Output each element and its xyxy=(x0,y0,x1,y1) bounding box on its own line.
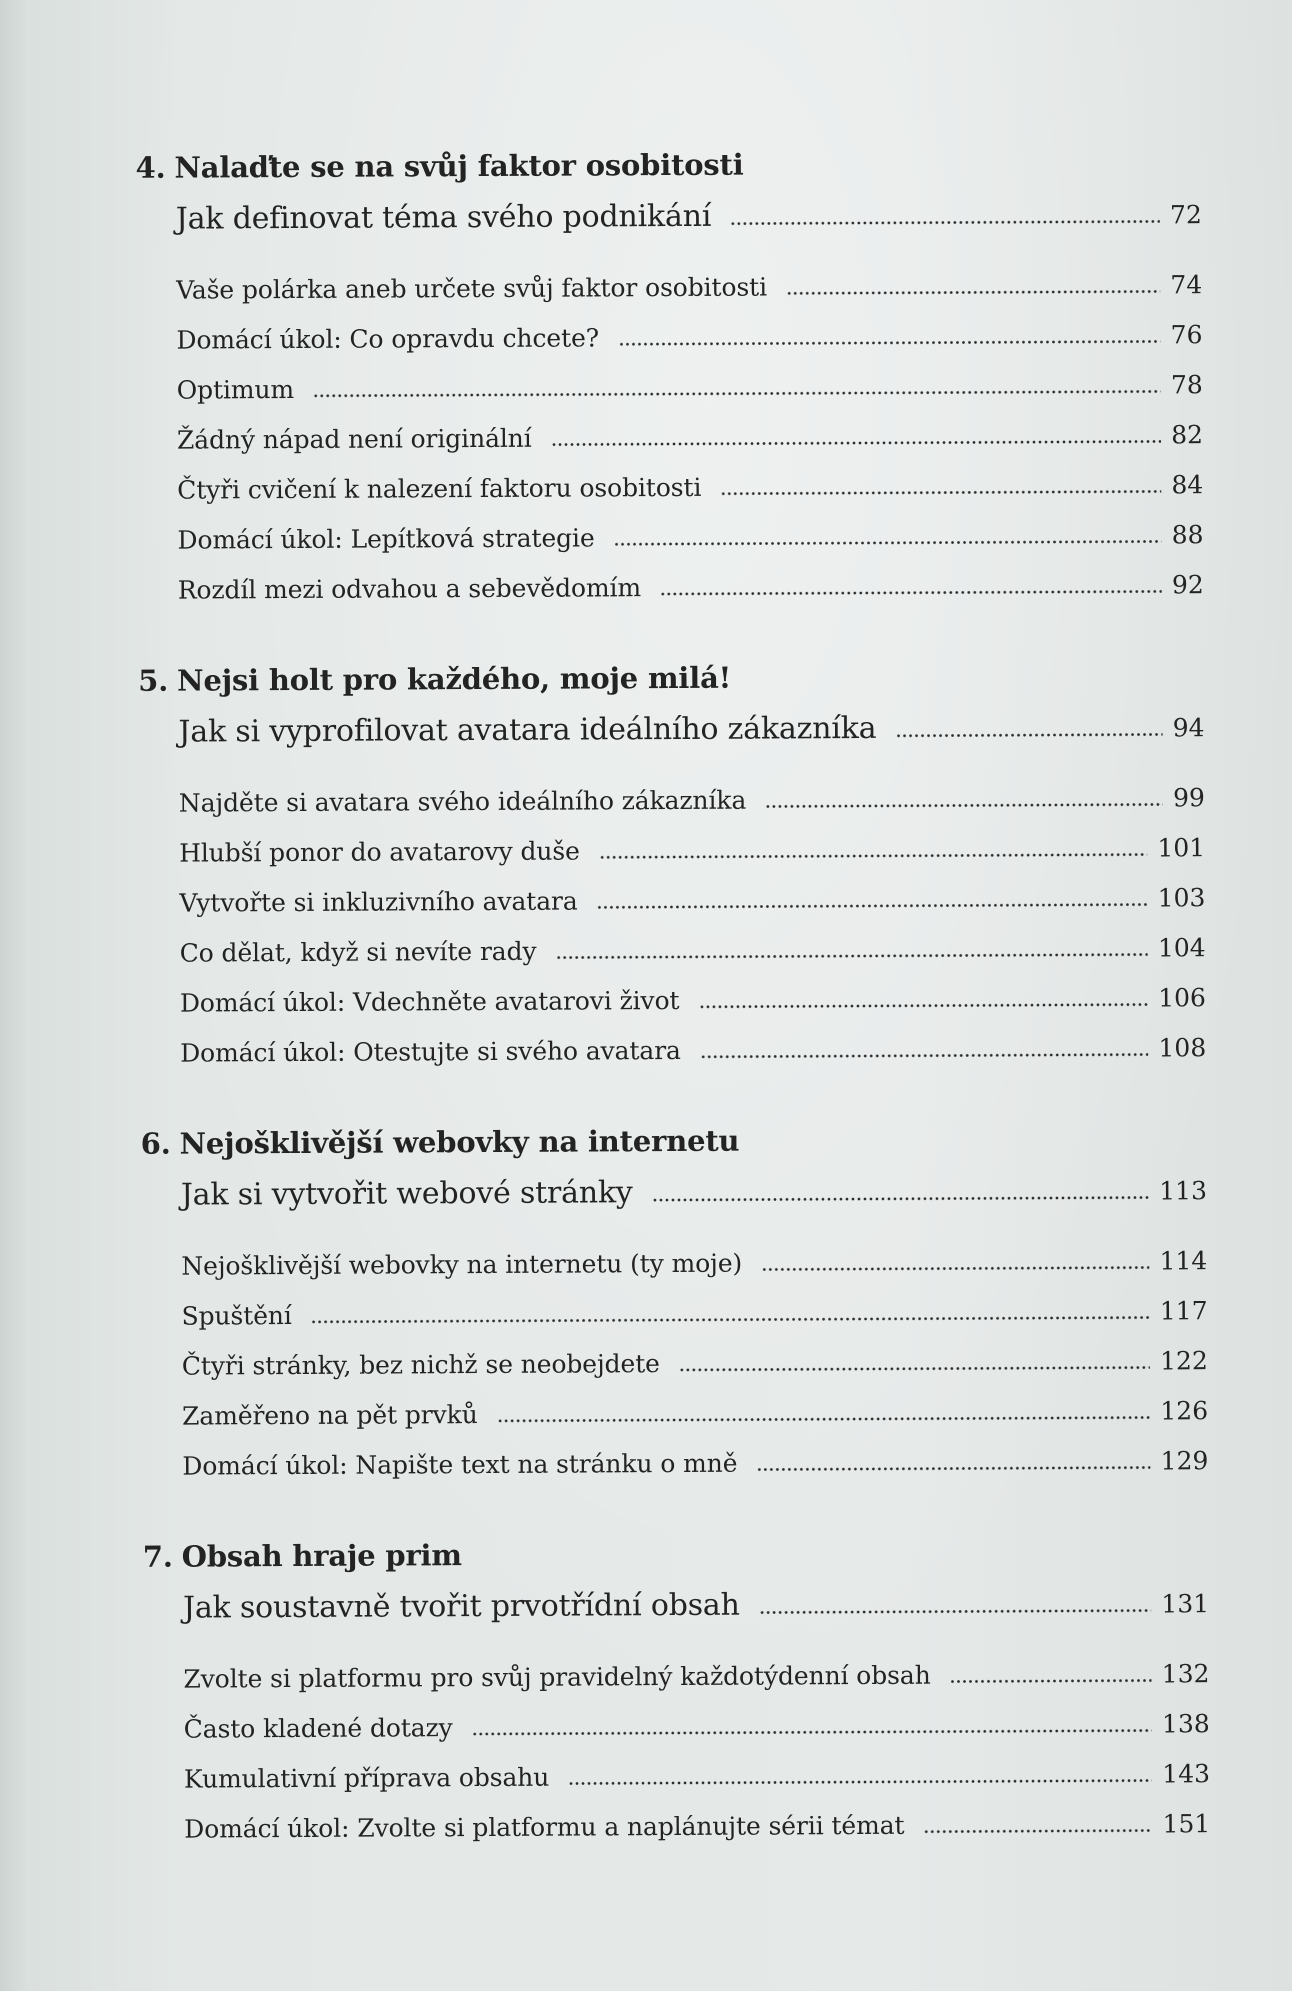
chapter-number: 4. xyxy=(135,150,166,185)
page-number: 132 xyxy=(1161,1659,1210,1689)
chapter-subtitle: Jak si vytvořit webové stránky xyxy=(180,1175,633,1213)
entry-label: Vytvořte si inkluzivního avatara xyxy=(179,886,578,918)
page-number: 117 xyxy=(1159,1296,1208,1326)
toc-entry xyxy=(179,873,1205,928)
toc-entry xyxy=(184,1699,1210,1754)
page-number: 151 xyxy=(1162,1809,1211,1839)
chapter-subtitle: Jak definovat téma svého podnikání xyxy=(175,198,712,237)
entry-label: Zvolte si platformu pro svůj pravidelný každotýdenní obsah xyxy=(183,1660,931,1694)
chapter-title: Nejsi holt pro každého, moje milá! xyxy=(177,660,732,698)
page-number: 108 xyxy=(1158,1033,1207,1063)
dot-leader xyxy=(568,1779,1152,1786)
entry-label: Najděte si avatara svého ideálního zákazníka xyxy=(178,785,747,818)
page-number: 114 xyxy=(1159,1246,1208,1276)
toc-entry xyxy=(180,973,1206,1028)
toc-entry xyxy=(176,260,1202,315)
page-number: 88 xyxy=(1171,520,1204,550)
dot-leader xyxy=(618,339,1161,346)
dot-leader xyxy=(660,589,1162,596)
page-number: 74 xyxy=(1170,270,1203,300)
entry-label: Domácí úkol: Vdechněte avatarovi život xyxy=(179,985,680,1018)
entry-label: Optimum xyxy=(176,374,295,405)
entry-list xyxy=(136,260,1204,616)
page-number: 129 xyxy=(1160,1446,1209,1476)
page-number: 72 xyxy=(1169,200,1202,230)
toc-entry xyxy=(182,1336,1208,1391)
dot-leader xyxy=(698,1003,1148,1009)
chapter-7 xyxy=(143,1525,1211,1855)
entry-label: Vaše polárka aneb určete svůj faktor osobitosti xyxy=(176,272,768,305)
page-number: 103 xyxy=(1157,883,1206,913)
chapter-number: 7. xyxy=(142,1539,173,1574)
dot-leader xyxy=(756,1466,1150,1472)
entry-label: Domácí úkol: Napište text na stránku o mně xyxy=(182,1448,738,1481)
chapter-4 xyxy=(135,136,1203,616)
toc-entry xyxy=(176,310,1202,365)
dot-leader xyxy=(551,439,1162,446)
page-number: 101 xyxy=(1157,833,1206,863)
dot-leader xyxy=(313,389,1161,397)
dot-leader xyxy=(730,219,1160,225)
page-number: 92 xyxy=(1171,570,1204,600)
toc-entry xyxy=(183,1649,1209,1704)
toc-entry xyxy=(179,823,1205,878)
page-number: 138 xyxy=(1161,1709,1210,1739)
entry-label: Domácí úkol: Otestujte si svého avatara xyxy=(180,1035,681,1068)
entry-label: Spuštění xyxy=(181,1301,292,1331)
dot-leader xyxy=(652,1196,1150,1203)
chapter-subtitle-line xyxy=(138,701,1204,759)
toc-entry xyxy=(182,1436,1208,1491)
entry-label: Nejošklivější webovky na internetu (ty moje) xyxy=(181,1248,743,1281)
toc-entry xyxy=(180,923,1206,978)
chapter-subtitle-line xyxy=(143,1577,1209,1635)
chapter-number: 6. xyxy=(140,1126,171,1161)
dot-leader xyxy=(599,853,1148,860)
entry-label: Často kladené dotazy xyxy=(183,1713,453,1744)
page-number: 82 xyxy=(1171,420,1204,450)
dot-leader xyxy=(759,1609,1152,1615)
table-of-contents xyxy=(135,136,1210,1894)
page-number: 126 xyxy=(1160,1396,1209,1426)
entry-label: Rozdíl mezi odvahou a sebevědomím xyxy=(177,573,642,605)
entry-label: Domácí úkol: Co opravdu chcete? xyxy=(176,323,600,355)
dot-leader xyxy=(950,1679,1152,1684)
toc-entry xyxy=(177,360,1203,415)
page-number: 113 xyxy=(1159,1176,1208,1206)
page-number: 122 xyxy=(1160,1346,1208,1376)
dot-leader xyxy=(700,1053,1149,1059)
page-number: 94 xyxy=(1172,713,1205,743)
page-number: 131 xyxy=(1161,1589,1210,1619)
toc-entry xyxy=(180,1023,1206,1078)
chapter-subtitle-line xyxy=(141,1164,1207,1222)
chapter-subtitle-line xyxy=(136,188,1202,246)
entry-label: Domácí úkol: Lepítková strategie xyxy=(177,523,595,555)
chapter-5 xyxy=(138,649,1206,1079)
page-number: 99 xyxy=(1172,783,1205,813)
chapter-title: Nejošklivější webovky na internetu xyxy=(179,1123,740,1161)
page-number: 84 xyxy=(1171,470,1204,500)
entry-label: Co dělat, když si nevíte rady xyxy=(179,936,537,968)
dot-leader xyxy=(472,1729,1152,1737)
entry-label: Čtyři stránky, bez nichž se neobejdete xyxy=(181,1349,660,1381)
dot-leader xyxy=(765,802,1163,808)
dot-leader xyxy=(597,903,1148,910)
dot-leader xyxy=(720,489,1161,495)
dot-leader xyxy=(923,1829,1152,1834)
entry-list xyxy=(143,1649,1210,1855)
toc-entry xyxy=(177,410,1203,465)
dot-leader xyxy=(497,1416,1151,1423)
chapter-number: 5. xyxy=(138,663,169,698)
chapter-heading xyxy=(143,1525,1209,1583)
chapter-subtitle: Jak si vyprofilovat avatara ideálního zákazníka xyxy=(178,710,877,750)
toc-entry xyxy=(184,1749,1210,1804)
dot-leader xyxy=(679,1366,1150,1372)
dot-leader xyxy=(761,1266,1149,1272)
chapter-6 xyxy=(141,1112,1209,1492)
toc-entry xyxy=(181,1286,1207,1341)
chapter-heading xyxy=(138,649,1204,707)
entry-label: Hlubší ponor do avatarovy duše xyxy=(179,836,580,868)
toc-entry xyxy=(184,1799,1210,1854)
page-number: 76 xyxy=(1170,320,1203,350)
chapter-title: Nalaďte se na svůj faktor osobitosti xyxy=(174,147,744,185)
toc-entry xyxy=(177,460,1203,515)
entry-label: Kumulativní příprava obsahu xyxy=(183,1762,550,1794)
page-number: 106 xyxy=(1158,983,1206,1013)
entry-label: Zaměřeno na pět prvků xyxy=(182,1400,478,1431)
toc-entry xyxy=(182,1386,1208,1441)
chapter-heading xyxy=(135,136,1201,194)
entry-list xyxy=(141,1236,1208,1492)
toc-entry xyxy=(179,773,1205,828)
entry-label: Žádný nápad není originální xyxy=(176,423,532,455)
toc-entry xyxy=(177,510,1203,565)
page-number: 143 xyxy=(1162,1759,1211,1789)
dot-leader xyxy=(614,539,1162,546)
chapter-heading xyxy=(141,1112,1207,1170)
page-number: 104 xyxy=(1157,933,1206,963)
entry-list xyxy=(139,773,1207,1079)
toc-entry xyxy=(178,560,1204,615)
chapter-title: Obsah hraje prim xyxy=(181,1538,462,1574)
toc-entry xyxy=(181,1236,1207,1291)
dot-leader xyxy=(786,289,1160,295)
chapter-subtitle: Jak soustavně tvořit prvotřídní obsah xyxy=(183,1587,740,1626)
dot-leader xyxy=(311,1316,1150,1324)
entry-label: Domácí úkol: Zvolte si platformu a naplánujte sérii témat xyxy=(184,1810,905,1844)
entry-label: Čtyři cvičení k nalezení faktoru osobitosti xyxy=(177,472,702,505)
dot-leader xyxy=(556,953,1148,960)
page-number: 78 xyxy=(1170,370,1203,400)
dot-leader xyxy=(895,732,1162,737)
